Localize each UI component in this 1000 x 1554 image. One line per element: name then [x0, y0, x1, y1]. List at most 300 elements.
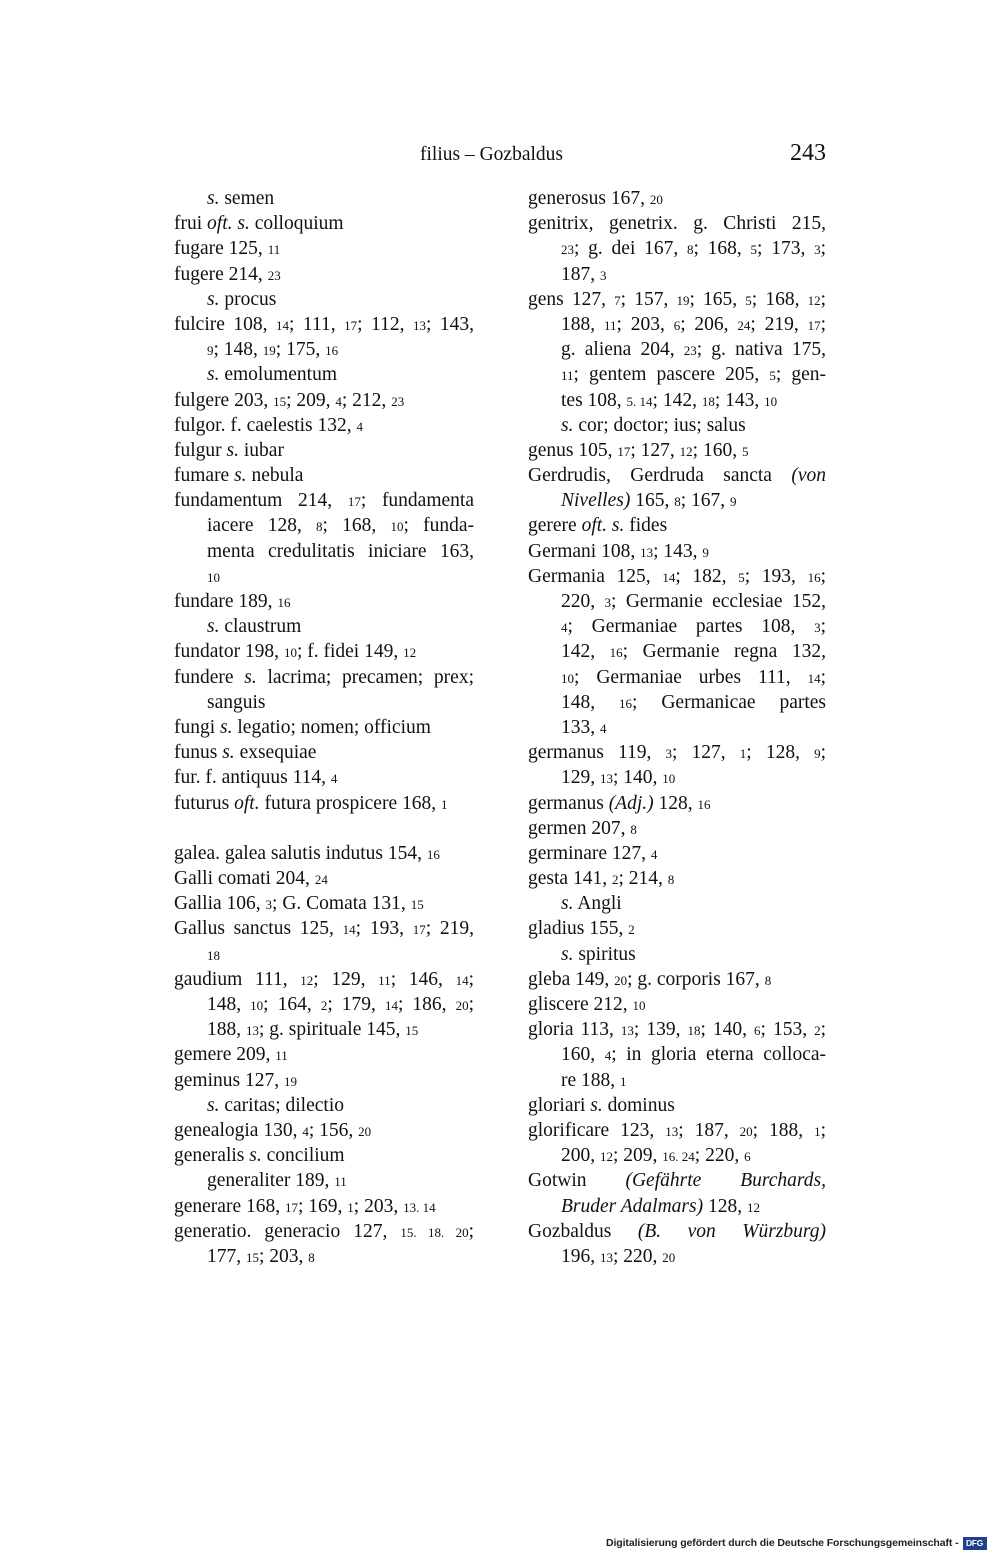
line-reference: 18 — [701, 393, 715, 409]
entry-text: geminus 127, — [174, 1069, 284, 1091]
line-reference: 16 — [619, 695, 633, 711]
italic-text: (von — [791, 465, 826, 487]
entry-text: glorificare 123, — [528, 1119, 666, 1141]
entry-text: galea. galea salutis indutus 154, — [174, 842, 427, 864]
index-entry-line — [174, 589, 474, 614]
dfg-logo: DFG — [963, 1537, 987, 1550]
index-continuation-line — [528, 362, 826, 387]
line-reference: 11 — [275, 1048, 288, 1064]
entry-text: 128, — [653, 792, 698, 814]
entry-text: fugere 214, — [174, 263, 268, 285]
line-reference: 2 — [814, 1023, 821, 1039]
entry-text: gesta 141, — [528, 868, 612, 890]
line-reference: 17 — [807, 317, 821, 333]
entry-text: gloria 113, — [528, 1019, 621, 1041]
index-entry-line — [174, 1042, 474, 1067]
entry-text: re 188, — [561, 1069, 621, 1091]
line-reference: 24 — [314, 872, 328, 888]
index-continuation-line — [174, 690, 474, 715]
entry-text: fulgur — [174, 439, 227, 461]
line-reference: 4 — [302, 1123, 309, 1139]
line-reference: 5 — [769, 368, 776, 384]
line-reference: 14 — [276, 317, 290, 333]
entry-text: frui — [174, 213, 208, 235]
line-reference: 5 — [750, 242, 758, 258]
entry-text: fur. f. antiquus 114, — [174, 767, 331, 789]
entry-text: fulgere 203, — [174, 389, 274, 411]
index-entry-line — [174, 463, 474, 488]
entry-text: 148, — [207, 994, 251, 1015]
entry-text: colloquium — [249, 213, 344, 235]
entry-text: genealogia 130, — [174, 1119, 303, 1141]
italic-text: s. — [244, 666, 257, 688]
entry-text: sanguis — [207, 691, 266, 713]
entry-text: ; — [820, 1019, 826, 1041]
entry-text: ; 220, — [694, 1145, 745, 1167]
index-entry-line — [174, 1068, 474, 1093]
line-reference: 13 — [246, 1023, 259, 1039]
italic-text: s. — [234, 465, 247, 487]
line-reference: 17 — [344, 317, 358, 333]
entry-text: ; — [820, 742, 826, 764]
line-reference: 1 — [347, 1199, 354, 1215]
entry-text: generare 168, — [174, 1195, 285, 1217]
line-reference: 15 — [273, 393, 287, 409]
entry-text: ; — [468, 968, 474, 990]
entry-text: futura prospicere 168, — [259, 792, 441, 814]
entry-text: Angli — [573, 893, 622, 915]
entry-text: ; — [820, 288, 826, 310]
entry-text: ; 112, — [357, 313, 413, 335]
index-continuation-line — [528, 1042, 826, 1067]
index-entry-line — [174, 916, 474, 941]
line-reference: 12 — [807, 292, 821, 308]
italic-text: s. — [222, 742, 235, 764]
line-reference: 5 — [738, 569, 745, 585]
index-entry-line — [528, 740, 826, 765]
line-reference: 16 — [325, 343, 339, 359]
entry-text: germen 207, — [528, 817, 631, 839]
entry-text: semen — [219, 188, 275, 209]
entry-text: nebula — [246, 465, 304, 487]
entry-text: spiritus — [573, 943, 636, 965]
index-continuation-line — [174, 1168, 474, 1193]
entry-text: genus 105, — [528, 439, 618, 461]
entry-text: 129, — [561, 767, 600, 789]
index-continuation-line — [528, 639, 826, 664]
entry-text: procus — [219, 288, 277, 310]
entry-text: fungi — [174, 716, 221, 738]
line-reference: 4 — [650, 846, 658, 862]
index-continuation-line — [174, 992, 474, 1017]
index-continuation-line — [174, 1017, 474, 1042]
entry-text: Gerdrudis, Gerdruda sancta — [528, 465, 792, 487]
entry-text: ; 160, — [692, 439, 742, 461]
italic-text: s. — [226, 439, 239, 461]
index-entry-line — [174, 891, 474, 916]
index-entry-line — [528, 967, 826, 992]
entry-text: ; 146, — [390, 968, 456, 990]
line-reference: 18 — [207, 947, 220, 963]
entry-text: 142, — [561, 641, 610, 663]
line-reference: 23 — [561, 242, 574, 258]
line-reference: 13. 14 — [403, 1199, 436, 1215]
entry-text: 196, — [561, 1245, 600, 1267]
entry-text: futurus — [174, 792, 235, 814]
entry-text: ; Germanie regna 132, — [622, 641, 826, 663]
entry-text: ; g. dei 167, — [574, 238, 687, 260]
index-continuation-line — [528, 715, 826, 740]
index-entry-line — [174, 715, 474, 740]
index-continuation-line — [174, 564, 474, 589]
entry-text: ; g. nativa 175, — [696, 339, 826, 361]
line-reference: 23 — [391, 393, 405, 409]
entry-text: Gallus sanctus 125, — [174, 918, 343, 940]
entry-text: fundator 198, — [174, 641, 284, 663]
line-reference: 15 — [410, 897, 424, 913]
index-column-right — [528, 186, 826, 1269]
index-entry-line — [528, 1118, 826, 1143]
line-reference: 8 — [630, 821, 637, 837]
entry-text: genitrix, genetrix. g. Christi 215, — [528, 213, 826, 235]
entry-text: Galli comati 204, — [174, 868, 315, 890]
line-reference: 9 — [702, 544, 709, 560]
footer-text: Digitalisierung gefördert durch die Deutsche Forschungsgemeinschaft - — [606, 1537, 959, 1549]
line-reference: 6 — [673, 317, 681, 333]
line-reference: 20 — [662, 1249, 676, 1265]
line-reference: 14 — [342, 922, 356, 938]
entry-text: iacere 128, — [207, 515, 317, 537]
italic-text: Bruder Adalmars) — [561, 1195, 704, 1217]
entry-text: ; — [820, 616, 826, 638]
index-continuation-line — [528, 1143, 826, 1168]
line-reference: 11 — [378, 972, 391, 988]
entry-text: ; 179, — [327, 994, 385, 1015]
index-entry-line — [174, 438, 474, 463]
italic-text: (Gefährte Burchards, — [625, 1170, 826, 1192]
entry-text: ; — [820, 666, 826, 688]
index-entry-line — [174, 211, 474, 236]
italic-text: s. — [207, 188, 220, 209]
running-header-title: filius – Gozbaldus — [420, 144, 563, 165]
entry-text: Gallia 106, — [174, 893, 266, 915]
line-reference: 14 — [384, 998, 398, 1013]
index-entry-line — [528, 539, 826, 564]
entry-text: ; 111, — [289, 313, 345, 335]
entry-text: ; 167, — [680, 490, 730, 512]
line-reference: 2 — [611, 872, 619, 888]
line-reference: 13 — [665, 1123, 679, 1139]
line-reference: 11 — [267, 242, 281, 258]
line-reference: 8 — [764, 972, 772, 988]
line-reference: 23 — [683, 343, 697, 359]
index-entry-line — [528, 287, 826, 312]
line-reference: 11 — [603, 317, 617, 333]
line-reference: 6 — [744, 1149, 751, 1165]
italic-text: s. — [590, 1094, 603, 1116]
index-entry-line — [528, 1093, 826, 1118]
entry-text: Gotwin — [528, 1170, 626, 1192]
entry-text: generatio. generacio 127, — [174, 1220, 401, 1242]
line-reference: 10 — [561, 670, 574, 686]
line-reference: 6 — [754, 1023, 761, 1039]
entry-text: 187, — [561, 263, 600, 285]
index-continuation-line — [528, 765, 826, 790]
entry-text: claustrum — [219, 616, 302, 638]
line-reference: 17 — [412, 922, 426, 938]
line-reference: 16 — [609, 645, 623, 661]
index-continuation-line — [528, 942, 826, 967]
entry-text: dominus — [602, 1094, 675, 1116]
line-reference: 13 — [620, 1023, 634, 1039]
line-reference: 1 — [814, 1123, 821, 1139]
line-reference: 16 — [807, 569, 821, 585]
entry-text: ; — [820, 565, 826, 587]
entry-text: gloriari — [528, 1094, 591, 1116]
entry-text: ; fundamenta — [360, 490, 474, 512]
entry-text: ; 203, — [353, 1195, 404, 1217]
index-entry-line — [528, 916, 826, 941]
line-reference: 4 — [330, 771, 338, 787]
entry-text: ; 143, — [653, 540, 703, 562]
entry-text: exsequiae — [234, 742, 317, 764]
index-continuation-line — [174, 539, 474, 564]
entry-text: germanus — [528, 792, 609, 814]
line-reference: 3 — [665, 746, 672, 762]
index-continuation-line — [174, 614, 474, 639]
index-entry-line — [528, 564, 826, 589]
index-continuation-line — [174, 1244, 474, 1269]
line-reference: 13 — [600, 771, 613, 787]
entry-text: 148, — [561, 691, 620, 713]
index-continuation-line — [174, 337, 474, 362]
digitization-footer — [606, 1535, 987, 1551]
entry-text: ; 140, — [613, 767, 663, 789]
entry-text: ; Germanicae partes — [632, 691, 826, 713]
line-reference: 12 — [600, 1149, 613, 1165]
entry-text: 133, — [561, 716, 600, 738]
index-entry-line — [174, 1118, 474, 1143]
line-reference: 20 — [358, 1123, 372, 1139]
entry-text: 177, — [207, 1245, 246, 1267]
entry-text: fumare — [174, 465, 235, 487]
index-entry-line — [174, 967, 474, 992]
entry-text: 188, — [207, 1019, 246, 1041]
italic-text: s. — [207, 288, 220, 310]
entry-text: menta credulitatis iniciare 163, — [207, 540, 474, 562]
entry-text: fundamentum 214, — [174, 490, 348, 512]
entry-text: ; 168, — [751, 288, 808, 310]
entry-text: fides — [624, 515, 668, 537]
page-number: 243 — [790, 140, 826, 166]
entry-text: 128, — [703, 1195, 747, 1217]
line-reference: 10 — [662, 771, 676, 787]
index-entry-line — [174, 740, 474, 765]
line-reference: 15. 18. 20 — [400, 1224, 469, 1240]
entry-text: ; 220, — [613, 1245, 663, 1267]
entry-text: 200, — [561, 1145, 600, 1167]
entry-text: ; Germaniae partes 108, — [567, 616, 815, 638]
entry-text: Germani 108, — [528, 540, 641, 562]
line-reference: 14 — [455, 972, 469, 988]
entry-text: ; 209, — [286, 389, 336, 411]
entry-text: ; — [820, 1119, 826, 1141]
italic-text: oft. s. — [581, 515, 625, 537]
entry-text: ; 186, — [397, 994, 456, 1015]
italic-text: s. — [249, 1145, 262, 1167]
line-reference: 5 — [741, 443, 749, 459]
index-entry-line — [174, 791, 474, 816]
entry-text: cor; doctor; ius; salus — [573, 414, 746, 436]
index-entry-line — [528, 1168, 826, 1193]
index-continuation-line — [528, 413, 826, 438]
line-reference: 10 — [390, 519, 404, 535]
entry-text: fugare 125, — [174, 238, 268, 260]
italic-text: oft. s. — [207, 213, 250, 235]
line-reference: 8 — [686, 242, 694, 258]
index-continuation-line — [174, 362, 474, 387]
index-continuation-line — [528, 337, 826, 362]
entry-text: 165, — [630, 490, 675, 512]
entry-text: ; 157, — [620, 288, 677, 310]
italic-text: s. — [207, 616, 220, 638]
entry-text: 188, — [561, 313, 604, 335]
index-continuation-line — [528, 388, 826, 413]
entry-text: gladius 155, — [528, 918, 629, 940]
line-reference: 20 — [614, 972, 628, 988]
italic-text: s. — [561, 414, 574, 436]
entry-text: ; 127, — [671, 742, 740, 764]
line-reference: 12 — [300, 972, 314, 988]
line-reference: 10 — [207, 569, 220, 585]
index-continuation-line — [528, 262, 826, 287]
line-reference: 10 — [632, 998, 646, 1013]
entry-text: gleba 149, — [528, 968, 615, 990]
entry-text: ; 203, — [616, 313, 674, 335]
entry-text: ; 203, — [259, 1245, 309, 1267]
entry-text: gens 127, — [528, 288, 615, 310]
index-entry-line — [528, 866, 826, 891]
line-reference: 11 — [334, 1174, 347, 1190]
line-reference: 15 — [405, 1023, 419, 1039]
index-continuation-line — [174, 287, 474, 312]
line-reference: 1 — [620, 1073, 627, 1089]
index-entry-line — [528, 186, 826, 211]
entry-text: ; 153, — [760, 1019, 815, 1041]
entry-text: concilium — [261, 1145, 345, 1167]
entry-text: ; 143, — [714, 389, 765, 411]
line-reference: 12 — [746, 1199, 760, 1215]
line-reference: 17 — [617, 443, 631, 459]
entry-text: fundare 189, — [174, 591, 278, 612]
entry-text: ; 139, — [633, 1019, 688, 1041]
line-reference: 8 — [308, 1249, 315, 1265]
entry-text: germanus 119, — [528, 742, 666, 764]
index-continuation-line — [528, 488, 826, 513]
entry-text: ; 129, — [313, 968, 379, 990]
entry-text: ; 142, — [652, 389, 702, 411]
line-reference: 16 — [697, 796, 711, 812]
line-reference: 13 — [640, 544, 654, 560]
index-entry-line — [174, 866, 474, 891]
entry-text: generosus 167, — [528, 188, 650, 209]
entry-text: emolumentum — [219, 364, 337, 386]
line-reference: 14 — [807, 670, 821, 686]
line-reference: 17 — [347, 494, 361, 510]
index-continuation-line — [528, 665, 826, 690]
entry-text: ; 169, — [297, 1195, 348, 1217]
line-reference: 2 — [320, 998, 328, 1013]
italic-text: s. — [207, 364, 220, 386]
index-continuation-line — [528, 312, 826, 337]
entry-text: ; 128, — [746, 742, 815, 764]
index-entry-line — [528, 816, 826, 841]
line-reference: 7 — [614, 292, 621, 308]
line-reference: 3 — [265, 897, 273, 913]
line-reference: 10 — [764, 393, 778, 409]
entry-text: ; gentem pascere 205, — [573, 364, 770, 386]
index-entry-line — [174, 665, 474, 690]
line-reference: 13 — [412, 317, 426, 333]
line-reference: 5 — [745, 292, 752, 308]
entry-text: caritas; dilectio — [219, 1094, 345, 1116]
entry-text: germinare 127, — [528, 842, 651, 864]
entry-text: ; 206, — [680, 313, 738, 335]
entry-text: ; gen- — [775, 364, 826, 386]
italic-text: (Adj.) — [608, 792, 654, 814]
entry-text: ; 168, — [693, 238, 751, 260]
entry-text: iubar — [239, 439, 284, 461]
entry-text: gliscere 212, — [528, 994, 633, 1015]
entry-text: legatio; nomen; officium — [232, 716, 431, 738]
entry-text: ; in gloria eterna colloca- — [611, 1044, 826, 1066]
index-entry-line — [528, 791, 826, 816]
italic-text: (B. von Würzburg) — [637, 1220, 826, 1242]
entry-text: fundere — [174, 666, 245, 688]
entry-text: ; G. Comata 131, — [272, 893, 411, 915]
entry-text: ; — [820, 238, 826, 260]
entry-text: ; 127, — [630, 439, 680, 461]
entry-text: Germania 125, — [528, 565, 663, 587]
index-continuation-line — [528, 891, 826, 916]
index-continuation-line — [174, 186, 474, 211]
index-entry-line — [174, 1143, 474, 1168]
italic-text: s. — [207, 1094, 220, 1116]
index-continuation-line — [528, 236, 826, 261]
blank-line — [174, 816, 474, 841]
line-reference: 5. 14 — [626, 393, 653, 409]
entry-text: ; 148, — [213, 339, 263, 361]
line-reference: 10 — [250, 998, 264, 1013]
line-reference: 16 — [426, 846, 440, 862]
line-reference: 8 — [667, 872, 675, 888]
italic-text: Nivelles) — [561, 490, 631, 512]
entry-text: ; 187, — [678, 1119, 740, 1141]
index-continuation-line — [528, 690, 826, 715]
line-reference: 4 — [600, 720, 607, 736]
entry-text: gaudium 111, — [174, 968, 301, 990]
index-entry-line — [528, 211, 826, 236]
entry-text: ; 182, — [675, 565, 739, 587]
entry-text: ; Germaniae urbes 111, — [574, 666, 808, 688]
line-reference: 9 — [729, 494, 737, 510]
line-reference: 1 — [739, 746, 747, 762]
line-reference: 11 — [561, 368, 574, 384]
entry-text: ; 168, — [322, 515, 391, 537]
index-entry-line — [174, 312, 474, 337]
line-reference: 3 — [600, 267, 607, 283]
entry-text: ; 156, — [308, 1119, 359, 1141]
